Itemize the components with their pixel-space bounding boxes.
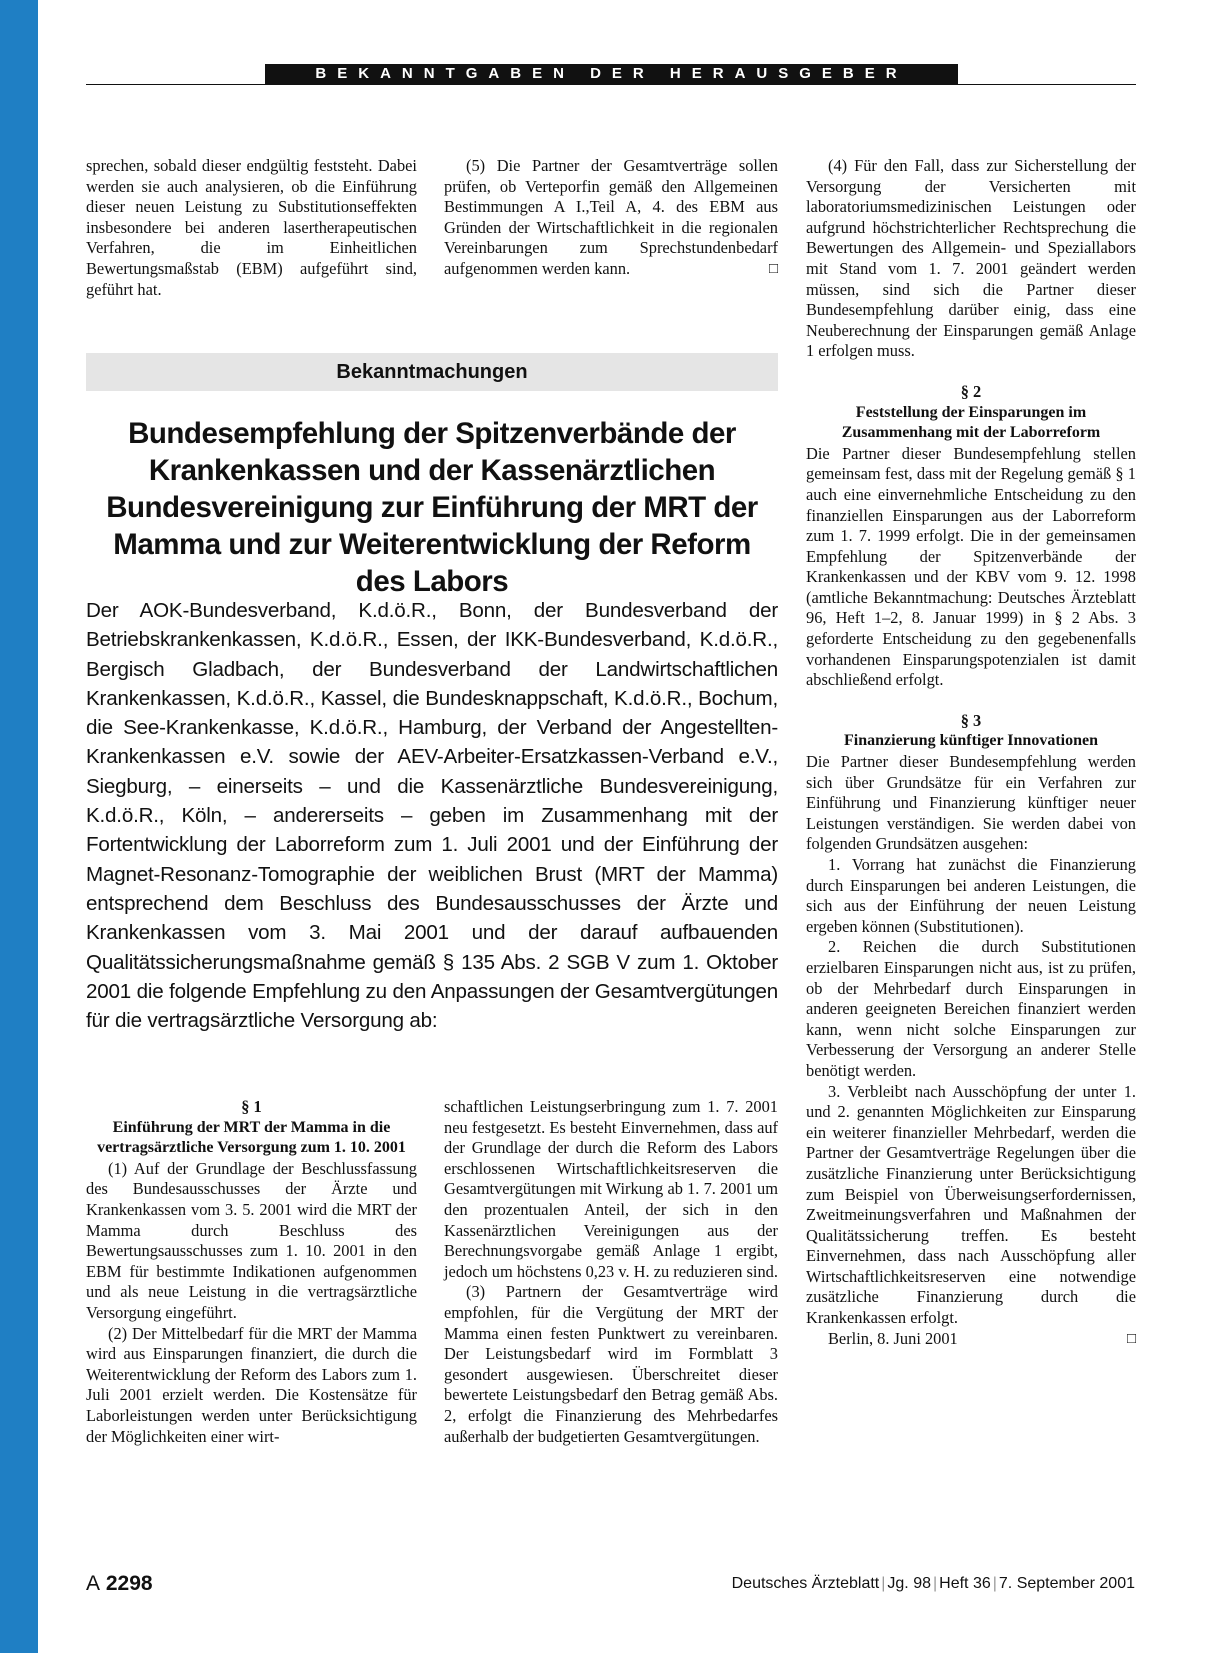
end-mark: □ bbox=[1126, 1330, 1136, 1347]
journal-date: 7. September 2001 bbox=[998, 1575, 1135, 1592]
section-1-paragraph-1: (1) Auf der Grundlage der Beschlussfassung des Bundesausschusses der Ärzte und Krankenkassen vom 3. 5. 2001 wird die MRT der Mamma durch Beschluss des Bewertungsausschusses zum 1. 10. 2001 in den EBM für bestimmte Indikationen aufgenommen und als neue Leistung in die vertragsärztliche Versorgung eingeführt. bbox=[86, 1158, 417, 1322]
blue-margin-bar bbox=[0, 0, 38, 1653]
signoff: Berlin, 8. Juni 2001 □ bbox=[828, 1328, 1136, 1348]
section-2-text: Die Partner dieser Bundesempfehlung stellen gemeinsam fest, dass mit der Regelung gemäß § 1 auch eine einvernehmliche Entscheidung zu den finanziellen Einsparungen aus der Laborreform zum 1. 7. 1999 erfolgt. Die in der gemeinsamen Empfehlung der Spitzenverbände der Krankenkassen und der KBV vom 9. 12. 1998 (amtliche Bekanntmachung: Deutsches Ärzteblatt 96, Heft 1–2, 8. Januar 1999) in § 2 Abs. 3 geforderte Entscheidung zu den gegebenenfalls vorhandenen Einsparungspotenzialen ist damit abschließend erfolgt. bbox=[806, 443, 1136, 690]
top-column-2 bbox=[444, 156, 778, 280]
middle-column bbox=[444, 1097, 778, 1447]
section-1-paragraph-2: (2) Der Mittelbedarf für die MRT der Mamma wird aus Einsparungen finanziert, die durch die Weiterentwicklung der Reform des Labors zum 1. Juli 2001 erzielt werden. Die Kostensätze für Laborleistungen werden unter Berücksichtigung der Möglichkeiten einer wirt- bbox=[86, 1323, 417, 1446]
section-3-title: Finanzierung künftiger Innovationen bbox=[844, 732, 1098, 750]
end-mark: □ bbox=[768, 260, 778, 277]
article-headline: Bundesempfehlung der Spitzenverbände der Krankenkassen und der Kassenärztlichen Bundesvereinigung zur Einführung der MRT der Mamma und zur Weiterentwicklung der Reform des Labors bbox=[106, 417, 758, 598]
page-number: A 2298 bbox=[86, 1572, 153, 1595]
section-3-item-2: 2. Reichen die durch Substitutionen erzielbaren Einsparungen nicht aus, ist zu prüfen, ob der Mehrbedarf durch Einsparungen in anderen geeigneten Bereichen finanziert werden kann, wenn nicht solche Einsparungen zur Verbesserung der Versorgung an anderer Stelle benötigt werden. bbox=[806, 937, 1136, 1080]
journal-info: Deutsches Ärzteblatt | Jg. 98 | Heft 36 | 7. September 2001 bbox=[731, 1575, 1135, 1592]
journal-issue: Heft 36 bbox=[939, 1575, 991, 1592]
journal-volume: Jg. 98 bbox=[887, 1575, 931, 1592]
journal-name: Deutsches Ärzteblatt bbox=[731, 1575, 880, 1592]
continuation-paragraph: sprechen, sobald dieser endgültig feststeht. Dabei werden sie auch analysieren, ob die Einführung dieser neuen Leistung zu Substitutionseffekten insbesondere bei anderen lasertherapeutischen Verfahren, die im Einheitlichen Bewertungsmaßstab (EBM) aufgeführt sind, geführt hat. bbox=[86, 156, 417, 299]
right-paragraph-4: (4) Für den Fall, dass zur Sicherstellung der Versorgung der Versicherten mit laboratoriumsmedizinischen Leistungen oder aufgrund höchstrichterlicher Rechtsprechung die Bewertungen des Allgemein- und Speziallabors mit Stand vom 1. 7. 2001 geändert werden müssen, sind sich die Partner dieser Bundesempfehlung darüber einig, dass eine Neuberechnung der Einsparungen gemäß Anlage 1 erfolgen muss. bbox=[806, 156, 1136, 361]
section-header: BEKANNTGABEN DER HERAUSGEBER bbox=[265, 64, 958, 84]
section-1-column bbox=[86, 1097, 417, 1447]
section-1-title: Einführung der MRT der Mamma in die vertragsärztliche Versorgung zum 1. 10. 2001 bbox=[97, 1118, 406, 1157]
middle-paragraph-1: schaftlichen Leistungserbringung zum 1. 7. 2001 neu festgesetzt. Es besteht Einvernehmen, dass auf der Grundlage der durch die Reform des Labors erschlossenen Wirtschaftlichkeitsreserven die Gesamtvergütungen mit Wirkung ab 1. 7. 2001 um den prozentualen Anteil, der sich in den Kassenärztlichen Vereinigungen aus der Berechnungsvorgabe gemäß Anlage 1 ergibt, jedoch um höchstens 0,23 v. H. zu reduzieren sind. bbox=[444, 1097, 778, 1281]
section-title-box: Bekanntmachungen bbox=[86, 353, 778, 391]
top-column-1 bbox=[86, 156, 417, 300]
section-3-item-3: 3. Verbleibt nach Ausschöpfung der unter 1. und 2. genannten Möglichkeiten zur Einsparung ein weiterer finanzieller Mehrbedarf, werden die Partner der Gesamtverträge Regelungen über die zusätzliche Finanzierung unter Berücksichtigung zum Beispiel von Überweisungserfordernissen, Zweitmeinungsverfahren und Maßnahmen der Qualitätssicherung treffen. Es besteht Einvernehmen, dass nach Ausschöpfung aller Wirtschaftlichkeitsreserven eine notwendige zusätzliche Finanzierung durch die Krankenkassen erfolgt. bbox=[806, 1081, 1136, 1328]
section-3-number: § 3 bbox=[960, 710, 982, 730]
right-column bbox=[806, 156, 1136, 1349]
article-intro: Der AOK-Bundesverband, K.d.ö.R., Bonn, der Bundesverband der Betriebskrankenkassen, K.d.ö.R., Essen, der IKK-Bundesverband, K.d.ö.R., Bergisch Gladbach, der Bundesverband der Landwirtschaftlichen Krankenkassen, K.d.ö.R., Kassel, die Bundesknappschaft, K.d.ö.R., Bochum, die See-Krankenkasse, K.d.ö.R., Hamburg, der Verband der Angestellten-Krankenkassen e.V. sowie der AEV-Arbeiter-Ersatzkassen-Verband e.V., Siegburg, – einerseits – und die Kassenärztliche Bundesvereinigung, K.d.ö.R., Köln, – andererseits – geben im Zusammenhang mit der Fortentwicklung der Laborreform zum 1. Juli 2001 und der Einführung der Magnet-Resonanz-Tomographie der weiblichen Brust (MRT der Mamma) entsprechend dem Beschluss des Bundesausschusses der Ärzte und Krankenkassen vom 3. Mai 2001 und der darauf aufbauenden Qualitätssicherungsmaßnahme gemäß § 135 Abs. 2 SGB V zum 1. Oktober 2001 die folgende Empfehlung zu den Anpassungen der Gesamtvergütungen für die vertragsärztliche Versorgung ab: bbox=[86, 599, 778, 1033]
section-1-number: § 1 bbox=[241, 1097, 262, 1116]
section-3-text: Die Partner dieser Bundesempfehlung werden sich über Grundsätze für ein Verfahren zur Einführung und Finanzierung künftiger neuer Leistungen verständigen. Sie werden dabei von folgenden Grundsätzen ausgehen: bbox=[806, 752, 1136, 854]
section-2-title: Feststellung der Einsparungen im Zusammenhang mit der Laborreform bbox=[841, 403, 1101, 442]
paragraph-5: (5) Die Partner der Gesamtverträge sollen prüfen, ob Verteporfin gemäß den Allgemeinen Bestimmungen A I.,Teil A, 4. des EBM aus Gründen der Wirtschaftlichkeit in die regionalen Vereinbarungen zum Sprechstundenbedarf aufgenommen werden kann. □ bbox=[444, 156, 778, 278]
header-rule bbox=[86, 84, 1136, 85]
middle-paragraph-2: (3) Partnern der Gesamtverträge wird empfohlen, für die Vergütung der MRT der Mamma einen festen Punktwert zu vereinbaren. Der Leistungsbedarf wird im Formblatt 3 gesondert ausgewiesen. Überschreitet dieser bewertete Leistungsbedarf den Betrag gemäß Abs. 2, erfolgt die Finanzierung des Mehrbedarfes außerhalb der budgetierten Gesamtvergütungen. bbox=[444, 1282, 778, 1446]
section-3-item-1: 1. Vorrang hat zunächst die Finanzierung durch Einsparungen bei anderen Leistungen, die sich aus der Einführung der neuen Leistung ergeben können (Substitutionen). bbox=[806, 855, 1136, 936]
section-2-number: § 2 bbox=[960, 381, 982, 401]
